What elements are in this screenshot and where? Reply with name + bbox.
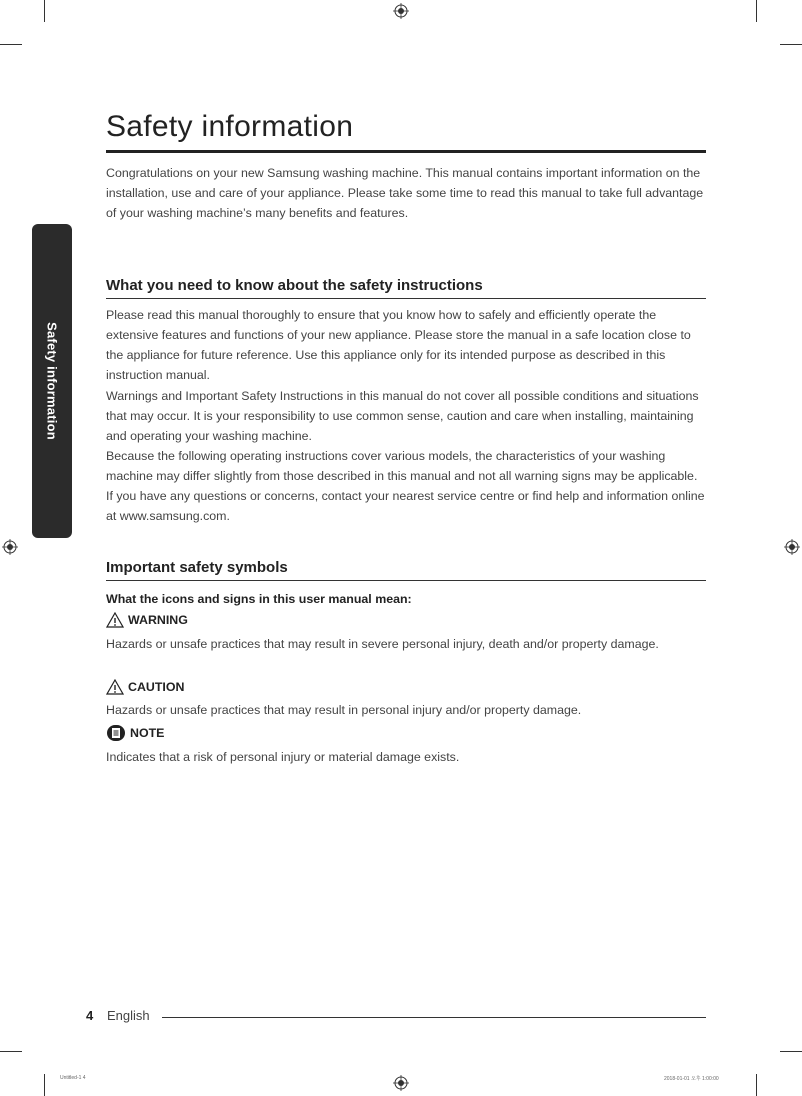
crop-mark-top-right-h — [780, 44, 802, 45]
section1-paragraph-3: Because the following operating instructions cover various models, the characteristics of your washing machine may differ slightly from those described in this manual and not all warning signs may be applicable. If you have any questions or concerns, contact your nearest service centre or find help and information online at www.samsung.com. — [106, 449, 705, 523]
symbols-subheading: What the icons and signs in this user manual mean: — [106, 592, 412, 606]
registration-mark-icon — [784, 539, 800, 555]
crop-mark-bottom-right-h — [780, 1051, 802, 1052]
footer-language: English — [107, 1008, 150, 1023]
note-description: Indicates that a risk of personal injury or material damage exists. — [106, 750, 460, 764]
note-label-text: NOTE — [130, 726, 165, 740]
crop-mark-bottom-left-h — [0, 1051, 22, 1052]
warning-description: Hazards or unsafe practices that may result in severe personal injury, death and/or property damage. — [106, 637, 659, 651]
crop-mark-top-right-v — [756, 0, 757, 22]
page-title: Safety information — [106, 110, 354, 143]
note-icon — [106, 724, 126, 742]
caution-label — [106, 678, 184, 696]
side-section-tab-label: Safety information — [44, 322, 60, 440]
crop-mark-top-left-h — [0, 44, 22, 45]
warning-triangle-icon — [106, 612, 124, 628]
crop-mark-bottom-right-v — [756, 1074, 757, 1096]
caution-triangle-icon — [106, 679, 124, 695]
warning-label-text: WARNING — [128, 613, 188, 627]
section-heading-safety-instructions: What you need to know about the safety instructions — [106, 277, 483, 294]
print-slug-left: Untitled-1 4 — [60, 1075, 86, 1081]
caution-description: Hazards or unsafe practices that may result in personal injury and/or property damage. — [106, 703, 582, 717]
note-label — [106, 724, 164, 742]
section-rule — [106, 580, 706, 581]
side-section-tab — [32, 224, 72, 538]
crop-mark-top-left-v — [44, 0, 45, 22]
title-rule — [106, 150, 706, 153]
caution-label-text: CAUTION — [128, 680, 185, 694]
registration-mark-icon — [393, 3, 409, 19]
section1-paragraph-2: Warnings and Important Safety Instructions in this manual do not cover all possible conditions and situations that may occur. It is your responsibility to use common sense, caution and care when installing, maintaining and operating your washing machine. — [106, 389, 699, 443]
warning-label — [106, 611, 188, 629]
registration-mark-icon — [393, 1075, 409, 1091]
footer-rule — [162, 1017, 706, 1018]
registration-mark-icon — [2, 539, 18, 555]
print-slug-right: 2018-01-01 오후 1:00:00 — [664, 1076, 719, 1082]
crop-mark-bottom-left-v — [44, 1074, 45, 1096]
section-rule — [106, 298, 706, 299]
section1-paragraph-1: Please read this manual thoroughly to ensure that you know how to safely and efficiently operate the extensive features and functions of your new appliance. Please store the manual in a safe location close to the appliance for future reference. Use this appliance only for its intended purpose as described in this instruction manual. — [106, 308, 691, 382]
intro-paragraph: Congratulations on your new Samsung washing machine. This manual contains important information on the installation, use and care of your appliance. Please take some time to read this manual to take full advantage of your washing machine’s many benefits and features. — [106, 166, 704, 220]
page-number: 4 — [86, 1008, 94, 1023]
section-heading-safety-symbols: Important safety symbols — [106, 559, 288, 576]
